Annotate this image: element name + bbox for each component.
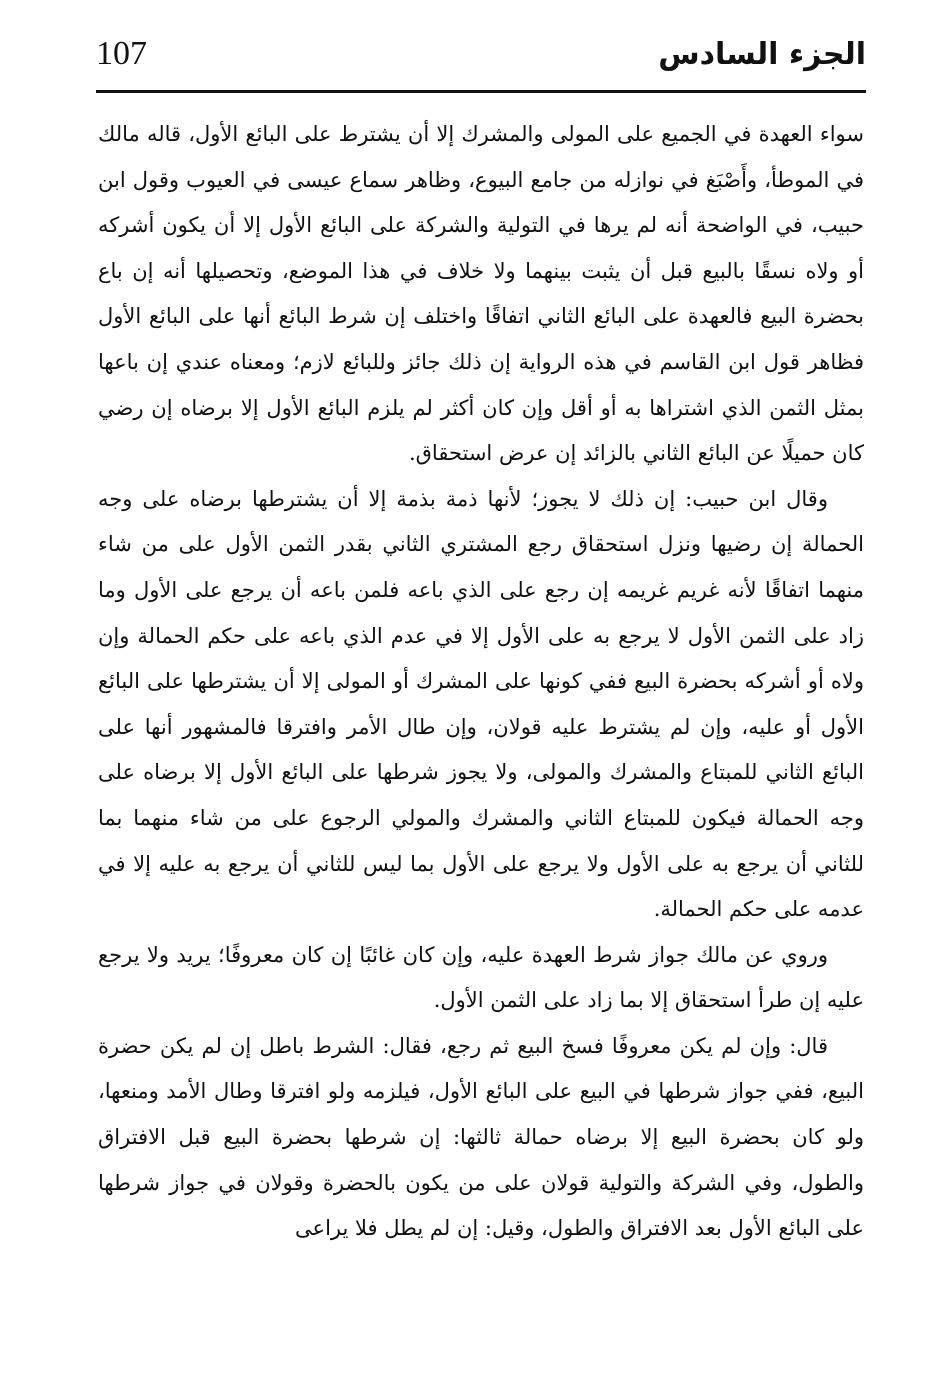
paragraph: وقال ابن حبيب: إن ذلك لا يجوز؛ لأنها ذمة بذمة إلا أن يشترطها برضاه على وجه الحمالة إن رضيها ونزل استحقاق رجع المشتري الثاني بقدر الثمن الأول على من شاء منهما اتفاقًا لأنه غريم غريمه إن رجع على الذي باعه فلمن باعه أن يرجع على الأول وما زاد على الثمن الأول لا يرجع به على الأول إلا في عدم الذي باعه على حكم الحمالة وإن ولاه أو أشركه بحضرة البيع ففي كونها على المشرك أو المولى إلا أن يشترطها على البائع الأول أو عليه، وإن لم يشترط عليه قولان، وإن طال الأمر وافترقا فالمشهور أنها على البائع الثاني للمبتاع والمشرك والمولى، ولا يجوز شرطها على البائع الأول إلا برضاه على وجه الحمالة فيكون للمبتاع الثاني والمشرك والمولي الرجوع على من شاء منهما بما للثاني أن يرجع به على الأول ولا يرجع على الأول بما ليس للثاني أن يرجع به عليه إلا في عدمه على حكم الحمالة. (98, 486, 864, 922)
page-number: 107 (96, 35, 147, 72)
body-text (98, 112, 864, 1252)
running-title: الجزء السادس (658, 37, 866, 72)
paragraph: قال: وإن لم يكن معروفًا فسخ البيع ثم رجع، فقال: الشرط باطل إن لم يكن حضرة البيع، ففي جواز شرطها في البيع على البائع الأول، فيلزمه ولو افترقا وطال الأمد ومنعها، ولو كان بحضرة البيع إلا برضاه حمالة ثالثها: إن شرطها بحضرة البيع قبل الافتراق والطول، وفي الشركة والتولية قولان على من يكون بالحضرة وقولان في جواز شرطها على البائع الأول بعد الافتراق والطول، وقيل: إن لم يطل فلا يراعى (98, 1033, 864, 1241)
header-divider (96, 90, 866, 93)
page-header (96, 28, 866, 84)
paragraph: وروي عن مالك جواز شرط العهدة عليه، وإن كان غائبًا إن كان معروفًا؛ يريد ولا يرجع عليه إن طرأ استحقاق إلا بما زاد على الثمن الأول. (98, 942, 864, 1013)
paragraph: سواء العهدة في الجميع على المولى والمشرك إلا أن يشترط على البائع الأول، قاله مالك في الموطأ، وأَصْبَغ في نوازله من جامع البيوع، وظاهر سماع عيسى في العيوب وقول ابن حبيب، في الواضحة أنه لم يرها في التولية والشركة على البائع الأول إلا أن يكون أشركه أو ولاه نسقًا بالبيع قبل أن يثبت بينهما ولا خلاف في هذا الموضع، وتحصيلها أنه إن باع بحضرة البيع فالعهدة على البائع الثاني اتفاقًا واختلف إن شرط البائع أنها على البائع الأول فظاهر قول ابن القاسم في هذه الرواية إن ذلك جائز وللبائع لازم؛ ومعناه عندي إن باعها بمثل الثمن الذي اشتراها به أو أقل وإن كان أكثر لم يلزم البائع الأول إلا برضاه إن رضي كان حميلًا عن البائع الثاني بالزائد إن عرض استحقاق. (98, 122, 864, 466)
